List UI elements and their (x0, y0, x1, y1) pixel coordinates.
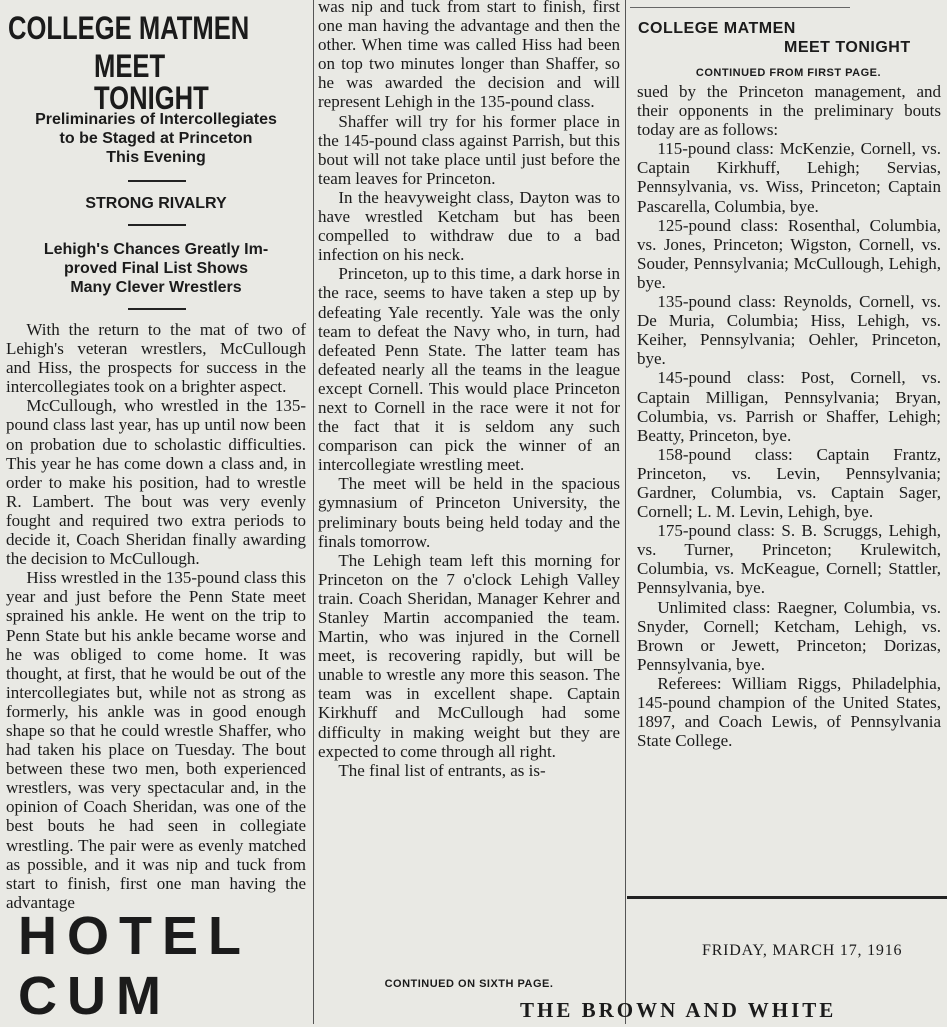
paragraph: The final list of entrants, as is- (338, 760, 546, 780)
paragraph: With the return to the mat of two of Lehigh's veteran wrestlers, McCullough and Hiss, the prospects for success in the intercollegiates took on a brighter aspect. (6, 320, 306, 397)
deck-line: Lehigh's Chances Greatly Im- (43, 241, 269, 258)
paragraph: The Lehigh team left this morning for Princeton on the 7 o'clock Lehigh Valley train. Coach Sheridan, Manager Kehrer and Stanley Martin accompanied the team. Martin, who was injured in the Cornell meet, is recovering rapidly, but will be unable to wrestle any more this season. The team was in excellent shape. Captain Kirkhuff and McCullough had some difficulty in making weight but they are expected to come through all right. (318, 550, 620, 761)
continued-note: CONTINUED ON SIXTH PAGE. (384, 978, 554, 990)
deck-primary (0, 110, 312, 167)
newspaper-name: THE BROWN AND WHITE (520, 998, 837, 1022)
paragraph: 158-pound class: Captain Frantz, Princeton, vs. Levin, Pennsylvania; Gardner, Columbia, vs. Captain Sager, Cornell; L. M. Levin, Lehigh, bye. (637, 444, 941, 522)
paragraph: Hiss wrestled in the 135-pound class this year and just before the Penn State meet sprained his ankle. He went on the trip to Penn State but his ankle became worse and he was obliged to come home. It was thought, at first, that he would be out of the intercollegiates but, while not as strong as formerly, his ankle was in good enough shape so that he could wrestle Shaffer, who had taken his place on Tuesday. The bout between these two men, both experienced wrestlers, was very spectacular and, in the opinion of Coach Sheridan, was one of the best bouts he had seen in collegiate wrestling. The pair were as evenly matched as possible, and it was nip and tuck from start to finish, first one man having the advantage (6, 568, 306, 912)
paragraph: Referees: William Riggs, Philadelphia, 145-pound champion of the United States, 1897, and Coach Lewis, of Pennsylvania State College. (637, 673, 941, 751)
paragraph: 175-pound class: S. B. Scruggs, Lehigh, vs. Turner, Princeton; Krulewitch, Columbia, vs. McKeague, Cornell; Stattler, Pennsylvania, bye. (637, 521, 941, 598)
deck-divider (128, 180, 186, 182)
paragraph: Unlimited class: Raegner, Columbia, vs. Snyder, Cornell; Ketcham, Lehigh, vs. Brown or Jewett, Princeton; Dorizas, Pennsylvania, bye. (637, 597, 941, 674)
jump-headline-line-2: MEET TONIGHT (784, 39, 911, 56)
paragraph: 135-pound class: Reynolds, Cornell, vs. De Muria, Columbia; Hiss, Lehigh, vs. Keiher, Pennsylvania; Oehler, Princeton, bye. (637, 292, 941, 369)
deck-line: This Evening (106, 149, 206, 166)
jump-headline-line-1: COLLEGE MATMEN (638, 20, 796, 37)
paragraph: In the heavyweight class, Dayton was to have wrestled Ketcham but has been compelled to withdraw due to a bad infection on his neck. (318, 187, 620, 265)
paragraph: 125-pound class: Rosenthal, Columbia, vs. Jones, Princeton; Wigston, Cornell, vs. Souder, Pennsylvania; McCullough, Lehigh, bye. (637, 215, 941, 292)
column-rule-left (313, 0, 314, 1024)
paragraph: Shaffer will try for his former place in the 145-pound class against Parrish, but this bout will not take place until just before the team leaves for Princeton. (318, 111, 620, 188)
paragraph: sued by the Princeton management, and their opponents in the preliminary bouts today are as follows: (637, 82, 941, 140)
article-column-3 (630, 0, 947, 895)
continued-note: CONTINUED FROM FIRST PAGE. (695, 67, 882, 79)
column-rule-right (625, 0, 626, 1024)
paragraph: 145-pound class: Post, Cornell, vs. Captain Milligan, Pennsylvania; Bryan, Columbia, vs. Parrish or Shaffer, Lehigh; Beatty, Princeton, bye. (637, 368, 941, 445)
headline-line-2: MEET TONIGHT (94, 48, 209, 116)
paragraph: was nip and tuck from start to finish, first one man having the advantage and then the other. When time was called Hiss had been on top two minutes longer than Shaffer, so he was awarded the decision and will represent Lehigh in the 135-pound class. (318, 0, 620, 112)
deck-line: Many Clever Wrestlers (70, 279, 242, 296)
paragraph: Princeton, up to this time, a dark horse in the race, seems to have taken a step up by defeating Yale recently. Yale was the only team to defeat the Navy who, in turn, had defeated Penn State. The latter team has defeated nearly all the teams in the league except Cornell. This would place Princeton next to Cornell in the race were it not for the fact that it is seldom any such comparison can pick the winner of an intercollegiate wrestling meet. (318, 264, 620, 475)
deck-line: Preliminaries of Intercollegiates (35, 111, 277, 128)
article-column-2 (316, 0, 622, 1024)
deck-line: to be Staged at Princeton (59, 130, 253, 147)
subhead: STRONG RIVALRY (85, 195, 227, 212)
deck-divider (128, 308, 186, 310)
paragraph: The meet will be held in the spacious gymnasium of Princeton University, the preliminary bouts being held today and the finals tomorrow. (318, 474, 620, 551)
advertisement-headline: HOTEL CUM (18, 906, 251, 1026)
deck-line: proved Final List Shows (63, 260, 249, 277)
article-body (6, 320, 306, 912)
article-body (637, 82, 941, 750)
paragraph: McCullough, who wrestled in the 135-pound class last year, has up until now been on probation due to scholastic difficulties. This year he has come down a class and, in order to make his position, had to wrestle R. Lambert. The bout was very evenly fought and required two extra periods to decide it, Coach Sheridan finally awarding the decision to McCullough. (6, 396, 306, 569)
headline-line-1: COLLEGE MATMEN (8, 10, 250, 46)
article-body (318, 0, 620, 780)
article-column-1 (0, 0, 312, 1024)
deck-secondary (0, 240, 312, 297)
deck-divider (128, 224, 186, 226)
page-dateline: FRIDAY, MARCH 17, 1916 (702, 942, 903, 959)
paragraph: 115-pound class: McKenzie, Cornell, vs. Captain Kirkhuff, Lehigh; Servias, Pennsylvania, vs. Wiss, Princeton; Captain Pascarella, Columbia, bye. (637, 139, 941, 216)
